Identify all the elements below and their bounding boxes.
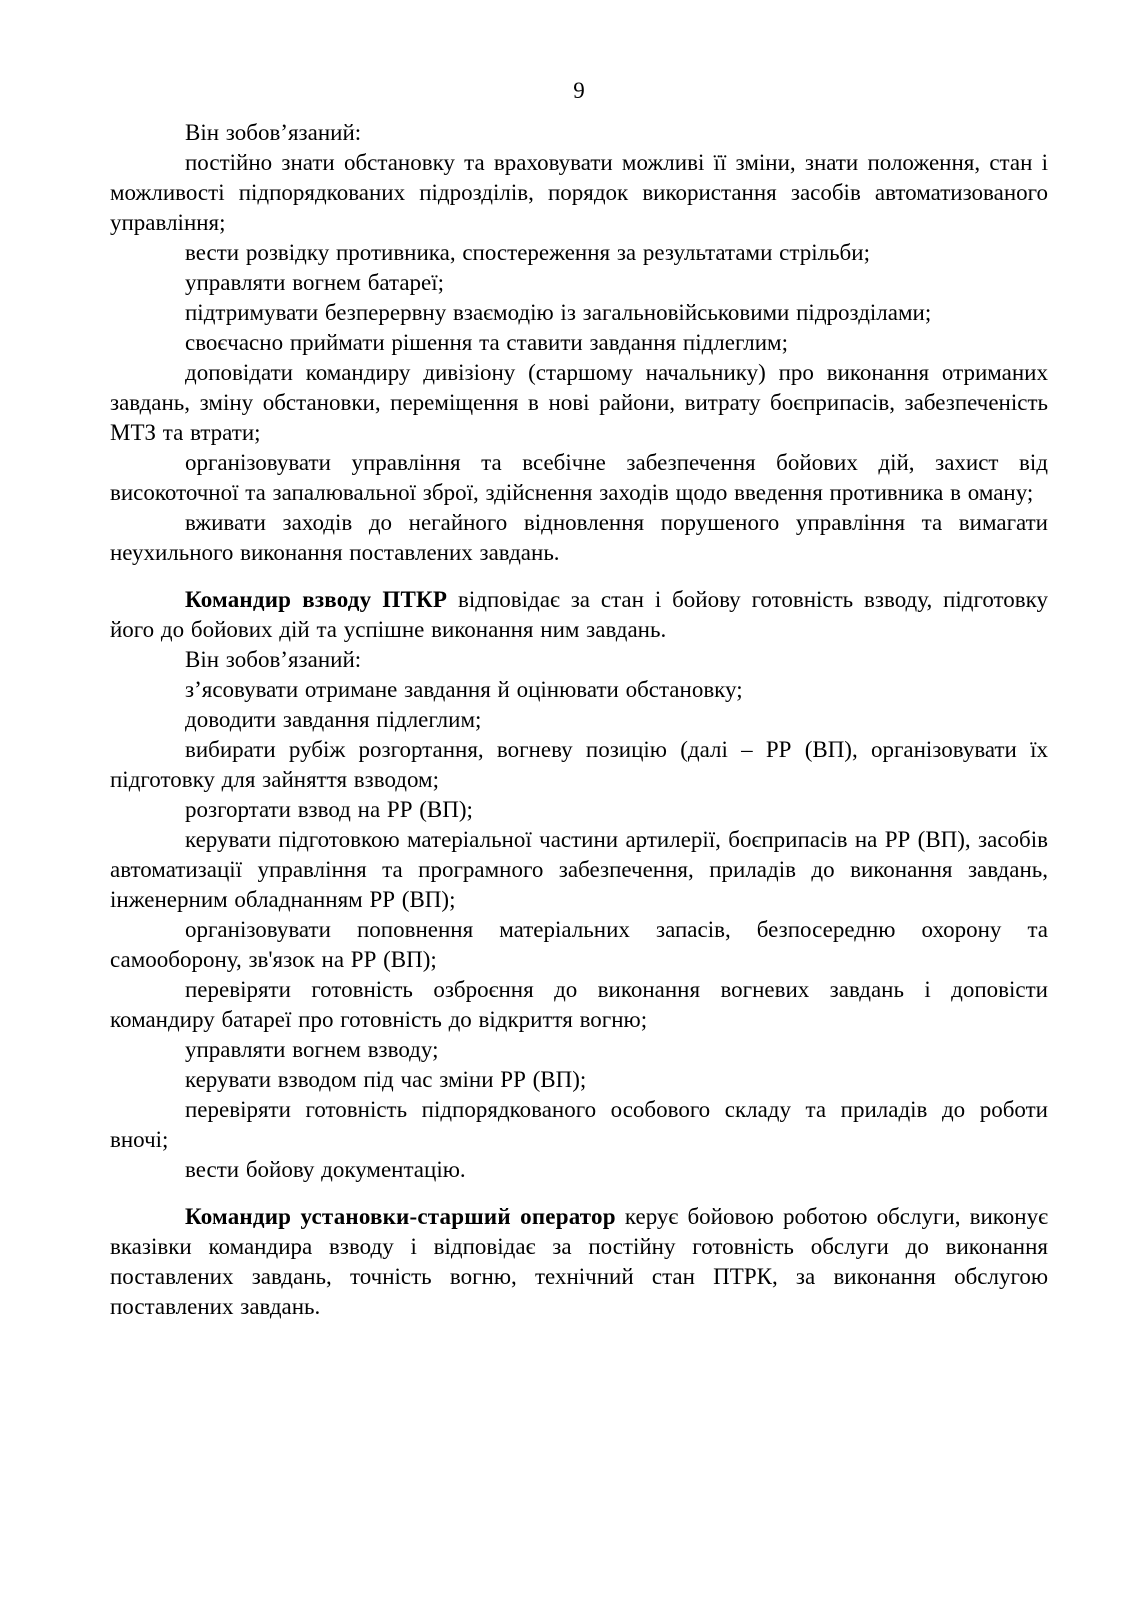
paragraph: керувати підготовкою матеріальної частини артилерії, боєприпасів на РР (ВП), засобів автоматизації управління та програмного забезпечення, приладів до виконання завдань, інженерним обладнанням РР (ВП); [110,827,1048,912]
paragraph: Командир установки-старший оператор керує бойовою роботою обслуги, виконує вказівки командира взводу і відповідає за постійну готовність обслуги до виконання поставлених завдань, точність вогню, технічний стан ПТРК, за виконання обслугою поставлених завдань. [110,1204,1048,1319]
paragraph: доповідати командиру дивізіону (старшому начальнику) про виконання отриманих завдань, зміну обстановки, переміщення в нові райони, витрату боєприпасів, забезпеченість МТЗ та втрати; [110,360,1048,445]
paragraph: підтримувати безперервну взаємодію із загальновійськовими підрозділами; [185,300,932,325]
paragraph: вибирати рубіж розгортання, вогневу позицію (далі – РР (ВП), організовувати їх підготовку для зайняття взводом; [110,737,1048,792]
paragraph: доводити завдання підлеглим; [185,707,482,732]
paragraph: Він зобов’язаний: [185,647,362,672]
paragraph: організовувати поповнення матеріальних запасів, безпосередню охорону та самооборону, зв'язок на РР (ВП); [110,917,1048,972]
paragraph: вживати заходів до негайного відновлення порушеного управління та вимагати неухильного виконання поставлених завдань. [110,510,1048,565]
paragraph: управляти вогнем взводу; [185,1037,439,1062]
paragraph-lead-bold: Командир установки-старший оператор [185,1204,616,1229]
page-number: 9 [573,78,585,103]
paragraph: вести розвідку противника, спостереження за результатами стрільби; [185,240,870,265]
paragraph: вести бойову документацію. [185,1157,466,1182]
paragraph: перевіряти готовність підпорядкованого особового складу та приладів до роботи вночі; [110,1097,1048,1152]
paragraph: розгортати взвод на РР (ВП); [185,797,473,822]
paragraph: організовувати управління та всебічне забезпечення бойових дій, захист від високоточної та запалювальної зброї, здійснення заходів щодо введення противника в оману; [110,450,1048,505]
document-body [110,118,1048,1322]
paragraph: з’ясовувати отримане завдання й оцінювати обстановку; [185,677,743,702]
paragraph: постійно знати обстановку та враховувати можливі її зміни, знати положення, стан і можливості підпорядкованих підрозділів, порядок використання засобів автоматизованого управління; [110,150,1048,235]
paragraph-lead-bold: Командир взводу ПТКР [185,587,448,612]
paragraph: управляти вогнем батареї; [185,270,445,295]
paragraph: керувати взводом під час зміни РР (ВП); [185,1067,587,1092]
paragraph: Він зобов’язаний: [185,120,362,145]
paragraph: Командир взводу ПТКР відповідає за стан і бойову готовність взводу, підготовку його до бойових дій та успішне виконання ним завдань. [110,587,1048,642]
paragraph: своєчасно приймати рішення та ставити завдання підлеглим; [185,330,788,355]
paragraph: перевіряти готовність озброєння до виконання вогневих завдань і доповісти командиру батареї про готовність до відкриття вогню; [110,977,1048,1032]
